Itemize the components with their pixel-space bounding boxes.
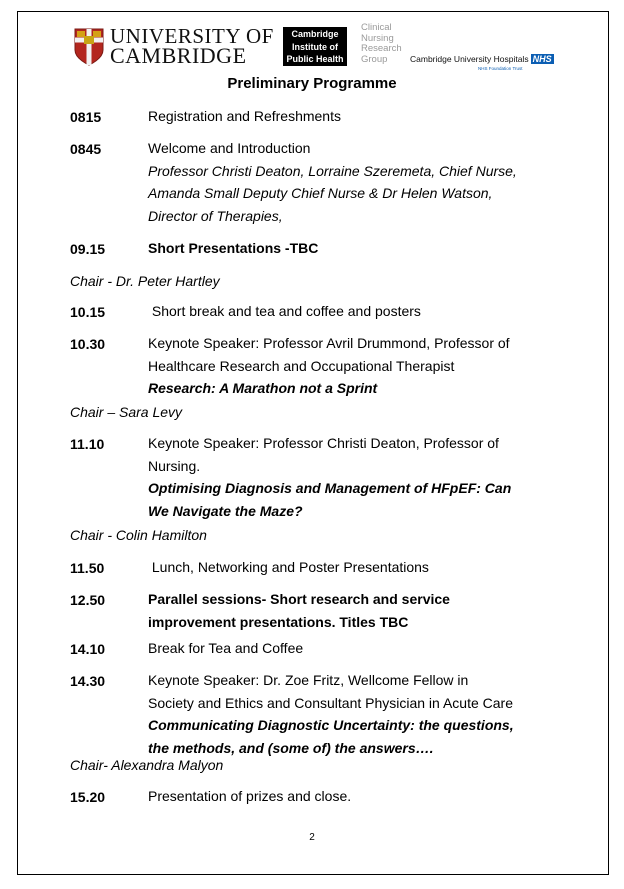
item-0845: Welcome and Introduction Professor Christi Deaton, Lorraine Szeremeta, Chief Nurse, Amanda Small Deputy Chief Nurse & Dr Helen Watson, Director of Therapies,: [148, 140, 517, 224]
item-0815: Registration and Refreshments: [148, 108, 341, 124]
item-1030: Keynote Speaker: Professor Avril Drummond, Professor of Healthcare Research and Occupational Therapist Research: A Marathon not a Sprint: [148, 335, 510, 396]
item-0915: Short Presentations -TBC: [148, 240, 319, 256]
clinical-nursing-research-group-logo: Clinical Nursing Research Group: [361, 22, 402, 65]
item-1015: Short break and tea and coffee and posters: [148, 303, 421, 319]
chair-2: Chair – Sara Levy: [70, 404, 183, 420]
university-line2: CAMBRIDGE: [110, 43, 247, 68]
time-0815: 0815: [70, 109, 102, 125]
chair-1: Chair - Dr. Peter Hartley: [70, 273, 220, 289]
page-number: 2: [309, 832, 315, 843]
time-1250: 12.50: [70, 592, 106, 608]
time-1430: 14.30: [70, 673, 106, 689]
time-1520: 15.20: [70, 789, 106, 805]
time-1150: 11.50: [70, 560, 105, 576]
item-1110: Keynote Speaker: Professor Christi Deaton, Professor of Nursing. Optimising Diagnosis and Management of HFpEF: Can We Navigate the Maze?: [148, 435, 512, 519]
time-0915: 09.15: [70, 241, 106, 257]
item-1410: Break for Tea and Coffee: [148, 640, 304, 656]
university-line1: UNIVERSITY OF: [110, 24, 274, 48]
time-1015: 10.15: [70, 304, 106, 320]
item-1520: Presentation of prizes and close.: [148, 788, 352, 804]
time-1110: 11.10: [70, 436, 105, 452]
item-1250: Parallel sessions- Short research and service improvement presentations. Titles TBC: [148, 591, 450, 630]
cambridge-institute-public-health-logo: Cambridge Institute of Public Health: [283, 27, 347, 66]
time-1410: 14.10: [70, 641, 106, 657]
time-1030: 10.30: [70, 336, 106, 352]
cambridge-university-hospitals-logo: Cambridge University Hospitals NHS: [410, 54, 552, 64]
time-0845: 0845: [70, 141, 102, 157]
item-1430: Keynote Speaker: Dr. Zoe Fritz, Wellcome Fellow in Society and Ethics and Consultant Physician in Acute Care Communicating Diagnostic Uncertainty: the questions, the methods, and (some of) the answers….: [148, 672, 514, 756]
page-title: Preliminary Programme: [227, 75, 397, 92]
nhs-foundation-trust-label: NHS Foundation Trust: [478, 66, 523, 71]
item-1150: Lunch, Networking and Poster Presentations: [148, 559, 429, 575]
cambridge-shield-icon: [74, 28, 104, 66]
nhs-logo: NHS: [532, 54, 552, 64]
chair-3: Chair - Colin Hamilton: [70, 527, 207, 543]
chair-4: Chair- Alexandra Malyon: [70, 757, 224, 773]
